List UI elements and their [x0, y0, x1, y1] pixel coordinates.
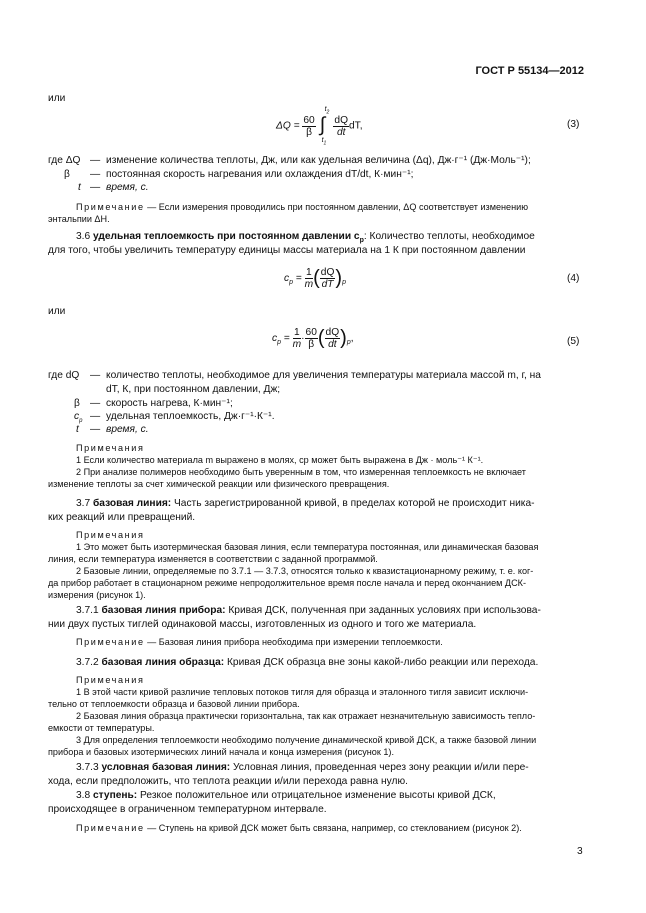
section-3-7-1-line-1: 3.7.1 базовая линия прибора: Кривая ДСК, полученная при заданных условиях при использова- [76, 605, 541, 616]
eq3-lhs: ΔQ = [276, 120, 303, 132]
equation-5: $c_p$ = $\frac{1}{m}$ · $\frac{60}{\beta}$ ( $\frac{dQ}{dt}$ )$_p$, [272, 327, 354, 350]
section-3-7-3-line-2: хода, если предположить, что теплота реакции и/или перехода равна нулю. [48, 776, 408, 787]
section-3-6-line-2: для того, чтобы увеличить температуру единицы массы материала на 1 К при постоянном давлении [48, 245, 526, 256]
section-3-7-term: базовая линия: [93, 498, 172, 509]
section-3-6-term: удельная теплоемкость при постоянном давлении c [93, 231, 360, 242]
section-3-7-1-term: базовая линия прибора: [101, 605, 226, 616]
section-3-8-term: ступень: [93, 790, 138, 801]
notes36-item-1: 1 Если количество материала m выражено в молях, cp может быть выражена в Дж · моль⁻¹ К⁻¹. [76, 455, 484, 465]
section-3-7-line-1: 3.7 базовая линия: Часть зарегистрированной кривой, в пределах которой не происходит ника- [76, 498, 535, 509]
note3-line-2: энтальпии ΔH. [48, 214, 110, 224]
notes372-item-1: 1 В этой части кривой различие тепловых потоков тигля для образца и эталонного тигля зависит исключи- [76, 687, 529, 697]
notes372-item-4: емкости от температуры. [48, 723, 155, 733]
equation-4-number: (4) [567, 273, 580, 284]
section-3-7-3-term: условная базовая линия: [101, 762, 231, 773]
eq3-tail: dT, [349, 120, 363, 132]
ili-label-1: или [48, 93, 66, 104]
def3-row-1: где ΔQ — изменение количества теплоты, Дж, или как удельная величина (Δq), Дж·г⁻¹ (Дж·Моль⁻¹); [48, 155, 531, 166]
section-3-6-line-1: 3.6 удельная теплоемкость при постоянном давлении $c_p$: Количество теплоты, необходимое [76, 231, 535, 245]
eq3-integral: ∫ $t_2$ $t_1$ [319, 106, 330, 147]
notes37-label: Примечания [76, 530, 145, 540]
notes372-item-2: тельно от теплоемкости образца и базовой линии прибора. [48, 699, 300, 709]
notes36-item-2: 2 При анализе полимеров необходимо быть уверенным в том, что измеренная теплоемкость не включает [76, 467, 526, 477]
section-3-7-2-term: базовая линия образца: [101, 657, 225, 668]
notes372-label: Примечания [76, 675, 145, 685]
section-3-7-line-2: ких реакций или превращений. [48, 512, 196, 523]
page-number: 3 [577, 846, 583, 857]
equation-4: $c_p$ = $\frac{1}{m}$ ( $\frac{dQ}{dT}$ )$_p$ [284, 267, 346, 290]
notes37-item-2: линия, если температура изменяется в соответствии с заданной программой. [48, 554, 378, 564]
note38: Примечание — Ступень на кривой ДСК может быть связана, например, со стеклованием (рисунок 2). [76, 823, 522, 833]
section-3-8-line-1: 3.8 ступень: Резкое положительное или отрицательное изменение высоты кривой ДСК, [76, 790, 496, 801]
equation-3 [276, 106, 363, 147]
notes372-item-6: прибора и базовых изотермических линий начала и конца измерения (рисунок 1). [48, 747, 394, 757]
notes36-item-3: изменение теплоты за счет химической реакции или физического превращения. [48, 479, 390, 489]
notes372-item-5: 3 Для определения теплоемкости необходимо получение динамической кривой ДСК, а также базовой линии [76, 735, 537, 745]
note371: Примечание — Базовая линия прибора необходима при измерении теплоемкости. [76, 637, 443, 647]
notes37-item-1: 1 Это может быть изотермическая базовая линия, если температура постоянная, или динамическая базовая [76, 542, 539, 552]
eq3-derivative: $\frac{dQ}{dt}$ [334, 114, 348, 138]
eq3-coefficient: $\frac{60}{\beta}$ [303, 114, 315, 138]
note3-line-1: Примечание — Если измерения проводились при постоянном давлении, ΔQ соответствует изменению [76, 202, 529, 212]
def5-row-1: где dQ — количество теплоты, необходимое для увеличения температуры материала массой m, г, на [48, 370, 541, 381]
notes372-item-3: 2 Базовая линия образца практически горизонтальна, так как отражает незначительную зависимость тепло- [76, 711, 536, 721]
section-3-7-2-line-1: 3.7.2 базовая линия образца: Кривая ДСК образца вне зоны какой-либо реакции или перехода. [76, 657, 539, 668]
equation-5-number: (5) [567, 336, 580, 347]
notes37-item-5: измерения (рисунок 1). [48, 590, 146, 600]
notes37-item-4: да прибор работает в стационарном режиме непродолжительное время после начала и перед окончанием ДСК- [48, 578, 526, 588]
section-3-7-3-line-1: 3.7.3 условная базовая линия: Условная линия, проведенная через зону реакции и/или пере- [76, 762, 529, 773]
section-3-8-line-2: происходящее в ограниченном температурном интервале. [48, 804, 327, 815]
section-3-7-1-line-2: нии двух пустых тиглей одинаковой массы, изготовленных из одного и того же материала. [48, 619, 477, 630]
equation-3-number: (3) [567, 119, 580, 130]
ili-label-2: или [48, 306, 66, 317]
notes36-label: Примечания [76, 443, 145, 453]
note3-label: Примечание [76, 202, 145, 212]
document-code: ГОСТ Р 55134—2012 [475, 65, 584, 77]
notes37-item-3: 2 Базовые линии, определяемые по 3.7.1 — 3.7.3, относятся только к квазистационарному режиму, т. е. ког- [76, 566, 534, 576]
